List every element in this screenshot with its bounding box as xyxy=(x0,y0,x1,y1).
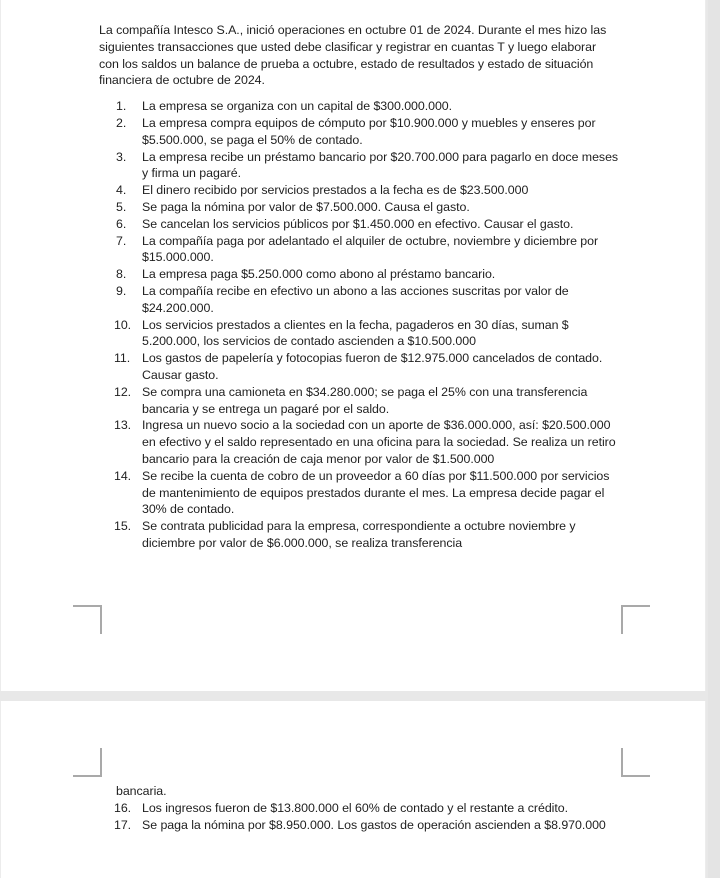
continuation-text: bancaria. xyxy=(116,784,167,798)
list-item xyxy=(99,115,619,149)
list-item xyxy=(99,216,619,233)
list-item xyxy=(99,417,619,467)
crop-mark-bottom-right-icon xyxy=(621,605,650,634)
list-item xyxy=(99,518,619,552)
list-item-text: Se recibe la cuenta de cobro de un proveedor a 60 días por $11.500.000 por servicios de mantenimiento de equipos prestados durante el mes. La empresa decide pagar el 30% de contado. xyxy=(142,468,610,517)
list-item-number: 10. xyxy=(114,317,132,332)
list-item-number: 15. xyxy=(114,519,132,534)
list-item xyxy=(99,468,619,518)
list-item-number: 5. xyxy=(116,199,127,214)
list-item-number: 9. xyxy=(116,283,127,298)
list-item-text: El dinero recibido por servicios prestados a la fecha es de $23.500.000 xyxy=(142,183,529,198)
page-separator xyxy=(0,691,708,701)
transactions-list-page-1 xyxy=(99,98,619,552)
list-item xyxy=(99,266,619,283)
list-item-number: 3. xyxy=(116,149,127,164)
list-item xyxy=(99,800,619,817)
list-item-text: Los gastos de papelería y fotocopias fueron de $12.975.000 cancelados de contado. Causar gasto. xyxy=(142,351,603,382)
list-item-text: Se contrata publicidad para la empresa, correspondiente a octubre noviembre y diciembre por valor de $6.000.000, se realiza transferencia xyxy=(142,519,576,550)
list-item xyxy=(99,182,619,199)
list-item xyxy=(99,283,619,317)
list-item-number: 17. xyxy=(114,817,132,832)
list-item-text: La compañía paga por adelantado el alquiler de octubre, noviembre y diciembre por $15.000.000. xyxy=(142,233,599,265)
list-item-number: 7. xyxy=(116,233,127,248)
list-item-number: 16. xyxy=(114,800,132,815)
list-item xyxy=(99,98,619,115)
page-1-text-body xyxy=(99,22,619,552)
list-item-text: Se paga la nómina por valor de $7.500.000. Causa el gasto. xyxy=(142,199,470,214)
intro-paragraph: La compañía Intesco S.A., inició operaciones en octubre 01 de 2024. Durante el mes hizo las siguientes transacciones que usted debe clasificar y registrar en cuantas T y luego elaborar con los saldos un balance de prueba a octubre, estado de resultados y estado de situación financiera de octubre de 2024. xyxy=(99,23,607,88)
list-item xyxy=(99,317,619,351)
crop-mark-bottom-left-icon xyxy=(73,605,102,634)
viewer-right-gutter xyxy=(708,0,720,878)
list-item xyxy=(99,350,619,384)
list-item xyxy=(99,384,619,418)
list-item-text: Se paga la nómina por $8.950.000. Los gastos de operación ascienden a $8.970.000 xyxy=(142,817,606,832)
list-item-text: La empresa se organiza con un capital de $300.000.000. xyxy=(142,99,453,114)
list-item-text: La empresa paga $5.250.000 como abono al préstamo bancario. xyxy=(142,267,496,282)
list-item-text: Ingresa un nuevo socio a la sociedad con un aporte de $36.000.000, así: $20.500.000 en efectivo y el saldo representado en una oficina para la sociedad. Se realiza un retiro bancario para la creación de caja menor por valor de $1.500.000 xyxy=(142,418,616,466)
list-item-text: Se cancelan los servicios públicos por $1.450.000 en efectivo. Causar el gasto. xyxy=(142,216,574,231)
transactions-list-page-2 xyxy=(99,800,619,834)
list-item xyxy=(99,233,619,267)
list-item-number: 6. xyxy=(116,216,127,231)
list-item-text: Los ingresos fueron de $13.800.000 el 60% de contado y el restante a crédito. xyxy=(142,800,568,815)
list-item-number: 2. xyxy=(116,115,127,130)
list-item xyxy=(99,817,619,834)
list-item xyxy=(99,199,619,216)
list-item-text: La empresa compra equipos de cómputo por $10.900.000 y muebles y enseres por $5.500.000, se paga el 50% de contado. xyxy=(142,115,596,147)
list-item-number: 8. xyxy=(116,267,127,282)
list-item-text: La empresa recibe un préstamo bancario por $20.700.000 para pagarlo en doce meses y firma un pagaré. xyxy=(142,149,619,181)
crop-mark-top-right-icon xyxy=(621,748,650,777)
list-item-number: 14. xyxy=(114,468,132,483)
document-page-2 xyxy=(0,701,706,878)
crop-mark-top-left-icon xyxy=(73,748,102,777)
list-item-number: 13. xyxy=(114,418,132,433)
list-item-number: 12. xyxy=(114,384,132,399)
list-item-text: Se compra una camioneta en $34.280.000; se paga el 25% con una transferencia bancaria y se entrega un pagaré por el saldo. xyxy=(142,384,588,416)
list-item-text: La compañía recibe en efectivo un abono a las acciones suscritas por valor de $24.200.000. xyxy=(142,283,569,315)
list-item-number: 1. xyxy=(116,99,127,114)
list-item xyxy=(99,149,619,183)
page-2-text-body xyxy=(99,783,619,833)
list-item-number: 11. xyxy=(114,351,131,366)
list-item-text: Los servicios prestados a clientes en la fecha, pagaderos en 30 días, suman $ 5.200.000, los servicios de contado ascienden a $10.500.000 xyxy=(142,317,569,349)
list-item-number: 4. xyxy=(116,183,127,198)
